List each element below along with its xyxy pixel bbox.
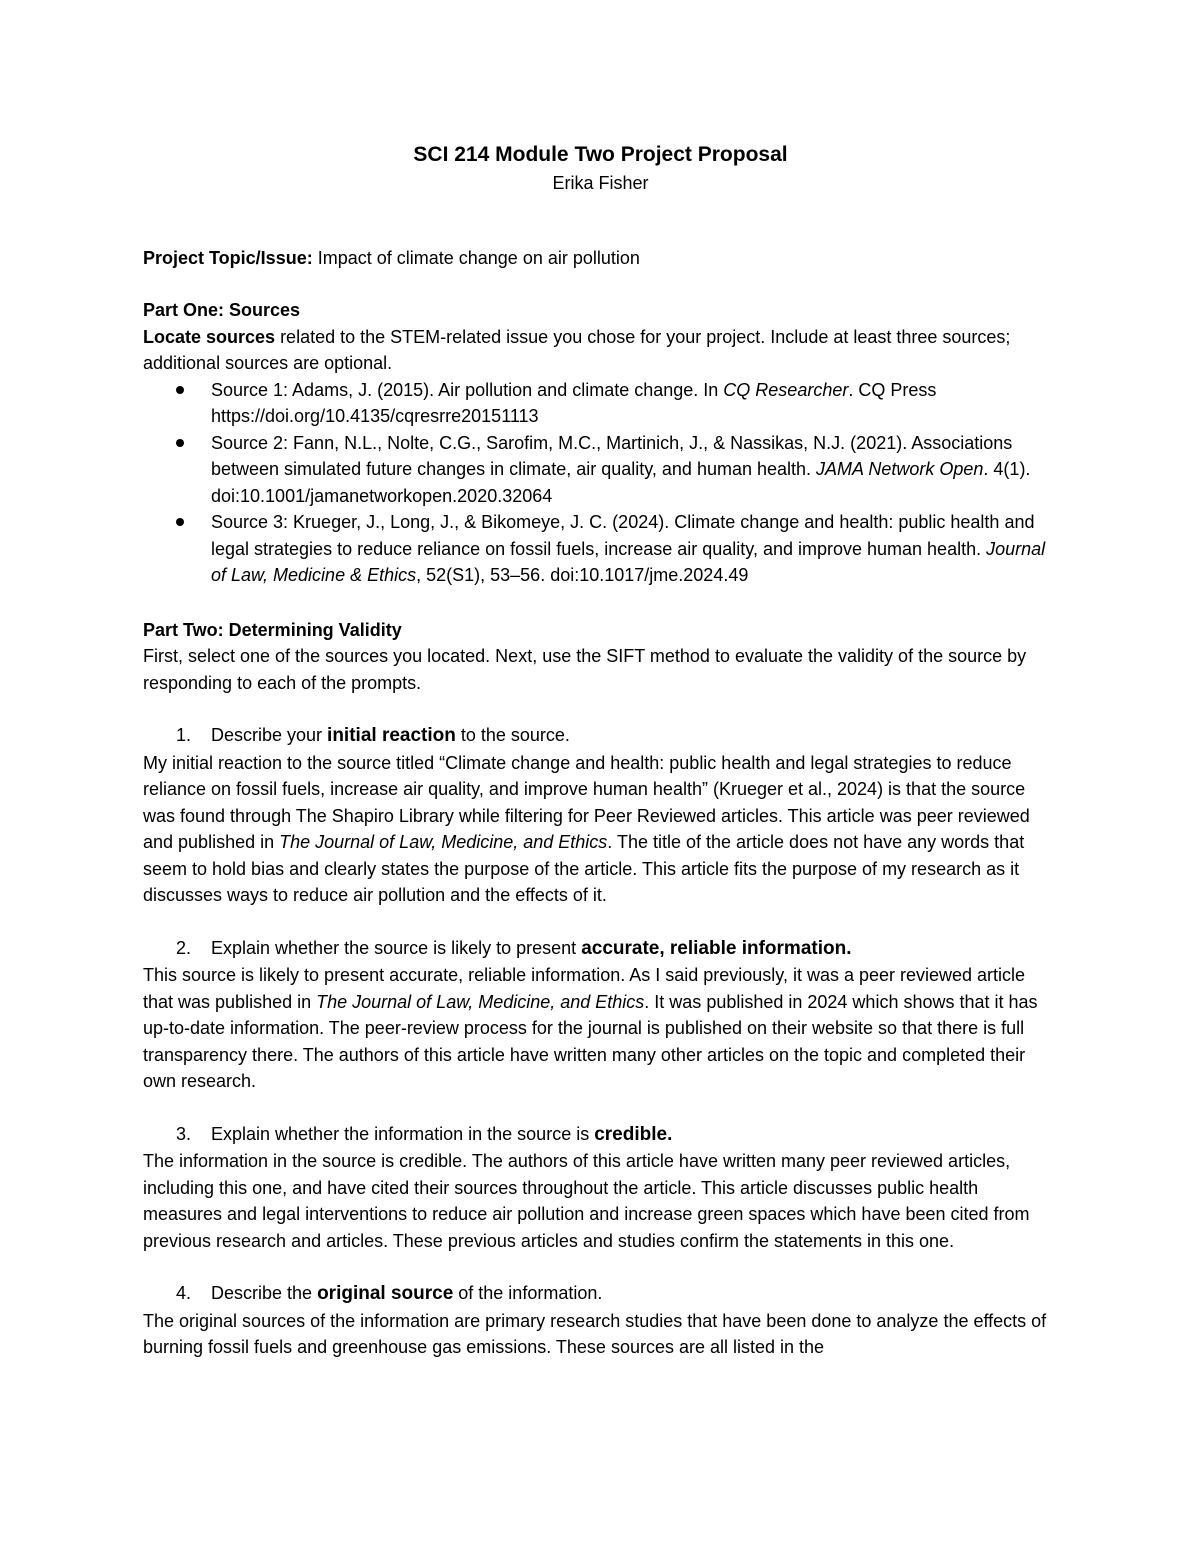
prompt-number: 1. <box>176 725 192 745</box>
prompt-keyword: original source <box>317 1283 454 1304</box>
answer-text: My initial reaction to the source titled “Climate change and health: public health and legal strategies to reduce reliance on fossil fuels, increase air quality, and improve human health” (Krueger et al., 2024) is that the source was found through The Shapiro Library while filtering for Peer Reviewed articles. This article was peer reviewed and published in <box>143 752 1030 852</box>
part-two-heading: Part Two: Determining Validity <box>143 619 402 640</box>
bullet-icon <box>176 386 184 394</box>
answer-journal: The Journal of Law, Medicine, and Ethics <box>279 832 608 852</box>
answer-2 <box>143 962 1058 1095</box>
answer-3 <box>143 1148 1058 1254</box>
source-publication: JAMA Network Open <box>816 459 984 479</box>
prompt-keyword: credible. <box>594 1123 673 1145</box>
part-two-section <box>143 617 1058 1361</box>
source-list <box>143 377 1058 589</box>
prompt-number: 2. <box>176 937 192 958</box>
source-text-end: . CQ Press https://doi.org/10.4135/cqresrre20151113 <box>211 379 937 426</box>
source-publication: Journal of Law, Medicine & Ethics <box>211 538 1046 585</box>
source-publication: CQ Researcher <box>723 379 849 400</box>
document-body <box>143 140 1058 1361</box>
part-one-heading: Part One: Sources <box>143 300 301 320</box>
part-one-section <box>143 297 1058 589</box>
author-name: Erika Fisher <box>552 173 649 193</box>
prompt-4 <box>143 1280 1058 1308</box>
prompt-keyword: accurate, reliable information. <box>581 937 852 959</box>
bullet-icon <box>176 439 184 447</box>
answer-text: The original sources of the information are primary research studies that have been done to analyze the effects of burning fossil fuels and greenhouse gas emissions. These sources are all listed in the <box>143 1310 1047 1357</box>
prompt-3 <box>143 1121 1058 1149</box>
prompt-text-end: to the source. <box>455 725 570 745</box>
topic-value: Impact of climate change on air pollution <box>312 247 640 268</box>
source-item <box>211 430 1058 510</box>
source-text-end: . 4(1). doi:10.1001/jamanetworkopen.2020.32064 <box>211 459 1031 506</box>
page-title: SCI 214 Module Two Project Proposal <box>413 143 788 166</box>
prompt-text: Describe the <box>211 1283 318 1303</box>
answer-text-end: . It was published in 2024 which shows that it has up-to-date information. The peer-review process for the journal is published on their website so that there is full transparency there. The authors of this article have written many other articles on the topic and completed their own research. <box>143 991 1038 1091</box>
source-item <box>211 509 1058 589</box>
source-text-end: , 52(S1), 53–56. doi:10.1017/jme.2024.49 <box>416 565 749 585</box>
prompt-text-end: of the information. <box>453 1283 603 1303</box>
part-one-intro <box>143 324 1058 377</box>
part-one-intro-bold: Locate sources <box>143 326 276 347</box>
answer-text-end: . The title of the article does not have any words that seem to hold bias and clearly states the purpose of the article. This article fits the purpose of my research as it discusses ways to reduce air pollution and the effects of it. <box>143 832 1025 905</box>
answer-1 <box>143 750 1058 909</box>
source-item <box>211 377 1058 430</box>
prompt-text: Describe your <box>211 725 328 745</box>
answer-text: The information in the source is credible. The authors of this article have written many peer reviewed articles, including this one, and have cited their sources throughout the article. This article discusses public health measures and legal interventions to reduce air pollution and increase green spaces which have been cited from previous research and articles. These previous articles and studies confirm the statements in this one. <box>143 1151 1030 1251</box>
part-one-intro-text: related to the STEM-related issue you chose for your project. Include at least three sources; additional sources are optional. <box>143 326 1011 373</box>
prompt-number: 4. <box>176 1283 192 1303</box>
answer-4 <box>143 1308 1058 1361</box>
source-text: Source 3: Krueger, J., Long, J., & Bikomeye, J. C. (2024). Climate change and health: public health and legal strategies to reduce reliance on fossil fuels, increase air quality, and improve human health. <box>211 512 1035 559</box>
prompt-keyword: initial reaction <box>327 725 456 746</box>
prompt-text: Explain whether the source is likely to present <box>211 937 582 958</box>
prompt-text: Explain whether the information in the source is <box>211 1123 595 1144</box>
source-text: Source 2: Fann, N.L., Nolte, C.G., Sarofim, M.C., Martinich, J., & Nassikas, N.J. (2021). Associations between simulated future changes in climate, air quality, and human health. <box>211 432 1013 479</box>
answer-journal: The Journal of Law, Medicine, and Ethics <box>316 991 645 1012</box>
prompt-1 <box>143 722 1058 750</box>
part-two-intro: First, select one of the sources you located. Next, use the SIFT method to evaluate the validity of the source by responding to each of the prompts. <box>143 646 1027 693</box>
topic-label: Project Topic/Issue: <box>143 247 313 268</box>
prompt-number: 3. <box>176 1123 192 1144</box>
answer-text: This source is likely to present accurate, reliable information. As I said previously, it was a peer reviewed article that was published in <box>143 965 1026 1012</box>
bullet-icon <box>176 518 184 526</box>
source-text: Source 1: Adams, J. (2015). Air pollution and climate change. In <box>211 379 724 400</box>
prompt-2 <box>143 935 1058 963</box>
project-topic <box>143 245 1058 272</box>
